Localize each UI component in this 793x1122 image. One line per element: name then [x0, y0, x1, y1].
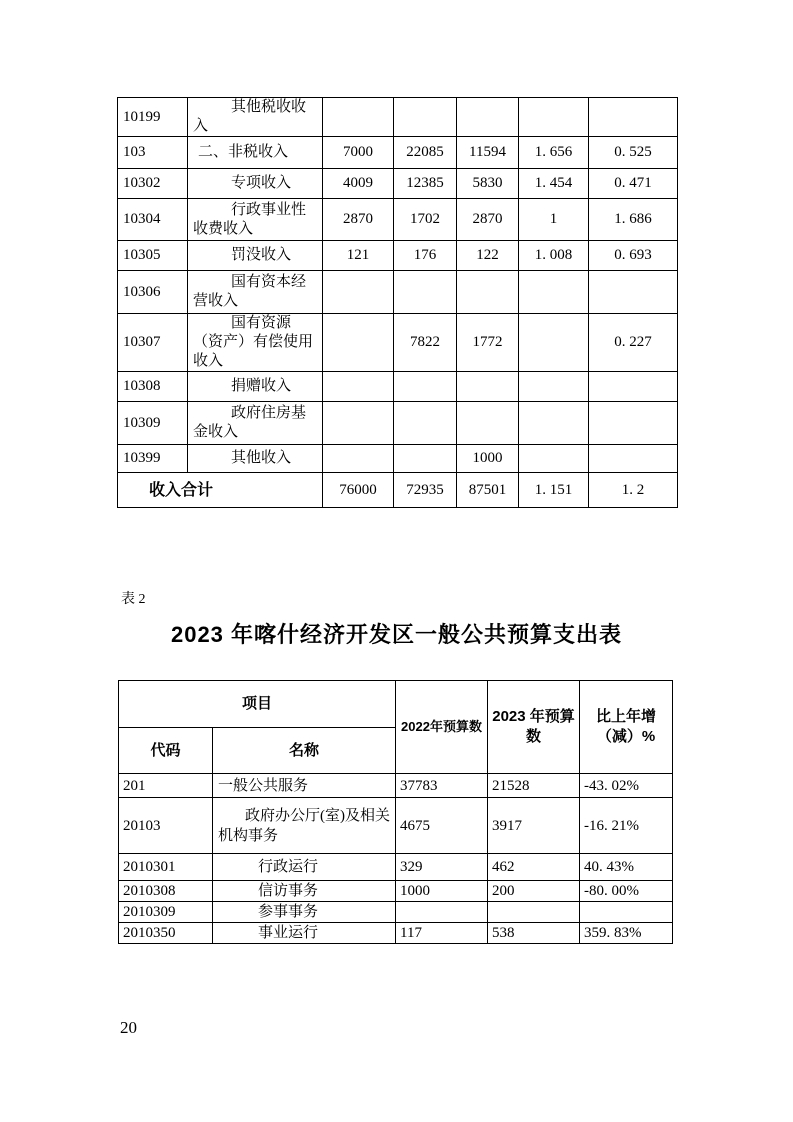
cell-code: 10305	[118, 241, 188, 271]
cell-value	[394, 372, 457, 402]
cell-code: 201	[119, 774, 213, 798]
cell-value	[323, 445, 394, 473]
cell-value: 87501	[457, 473, 519, 508]
header-project: 项目	[119, 681, 396, 728]
cell-value: 1. 2	[589, 473, 678, 508]
table-row	[118, 271, 678, 314]
cell-value: 11594	[457, 137, 519, 169]
table-row	[119, 854, 673, 881]
cell-value	[580, 902, 673, 923]
table-row	[118, 98, 678, 137]
cell-value	[394, 402, 457, 445]
page-number: 20	[120, 1018, 137, 1037]
cell-value: 1. 008	[519, 241, 589, 271]
cell-value	[457, 98, 519, 137]
header-change-percent: 比上年增（减）%	[580, 681, 673, 774]
cell-code: 2010309	[119, 902, 213, 923]
cell-value: 0. 471	[589, 169, 678, 199]
table-row	[118, 372, 678, 402]
cell-value	[519, 445, 589, 473]
header-name: 名称	[213, 728, 396, 774]
cell-name: 国有资源（资产）有偿使用收入	[188, 314, 323, 372]
cell-value: 1702	[394, 199, 457, 241]
table-row	[119, 881, 673, 902]
cell-value	[323, 402, 394, 445]
table-row	[118, 445, 678, 473]
cell-code: 10309	[118, 402, 188, 445]
table2-title: 2023 年喀什经济开发区一般公共预算支出表	[170, 622, 623, 647]
cell-value: 76000	[323, 473, 394, 508]
table-row	[118, 402, 678, 445]
table2-label: 表 2	[121, 592, 146, 607]
cell-value: 0. 525	[589, 137, 678, 169]
cell-name: 事业运行	[213, 923, 396, 944]
cell-value: 121	[323, 241, 394, 271]
cell-value: -43. 02%	[580, 774, 673, 798]
cell-value	[519, 98, 589, 137]
cell-value: 21528	[488, 774, 580, 798]
cell-name: 一般公共服务	[213, 774, 396, 798]
cell-code: 2010350	[119, 923, 213, 944]
cell-value	[457, 372, 519, 402]
table-row	[118, 169, 678, 199]
cell-value: 72935	[394, 473, 457, 508]
cell-value: 40. 43%	[580, 854, 673, 881]
cell-value	[519, 372, 589, 402]
cell-value: 122	[457, 241, 519, 271]
cell-value: 7000	[323, 137, 394, 169]
total-row	[118, 473, 678, 508]
cell-value: 1. 656	[519, 137, 589, 169]
expenditure-table-body	[119, 774, 673, 944]
cell-value	[457, 271, 519, 314]
expenditure-table	[118, 680, 673, 944]
cell-code: 103	[118, 137, 188, 169]
cell-name: 政府办公厅(室)及相关机构事务	[213, 798, 396, 854]
cell-name: 参事事务	[213, 902, 396, 923]
cell-value: 1. 151	[519, 473, 589, 508]
cell-value: 1000	[457, 445, 519, 473]
table-row	[118, 241, 678, 271]
table-row	[119, 923, 673, 944]
cell-value	[589, 402, 678, 445]
cell-value	[396, 902, 488, 923]
cell-value: 200	[488, 881, 580, 902]
cell-value: 538	[488, 923, 580, 944]
cell-value	[394, 445, 457, 473]
table-row	[118, 199, 678, 241]
table-row	[118, 314, 678, 372]
cell-value: 1. 454	[519, 169, 589, 199]
revenue-table-body	[118, 98, 678, 508]
header-2023-budget: 2023 年预算数	[488, 681, 580, 774]
cell-value: 3917	[488, 798, 580, 854]
cell-code: 10307	[118, 314, 188, 372]
cell-value: 12385	[394, 169, 457, 199]
cell-value: -80. 00%	[580, 881, 673, 902]
header-code: 代码	[119, 728, 213, 774]
cell-value	[323, 372, 394, 402]
cell-value	[394, 98, 457, 137]
cell-value: 5830	[457, 169, 519, 199]
cell-value	[519, 314, 589, 372]
cell-name: 其他收入	[188, 445, 323, 473]
cell-value: 2870	[323, 199, 394, 241]
cell-name: 专项收入	[188, 169, 323, 199]
cell-value	[589, 445, 678, 473]
cell-code: 10304	[118, 199, 188, 241]
cell-value: 0. 693	[589, 241, 678, 271]
cell-value: 176	[394, 241, 457, 271]
cell-value: 1772	[457, 314, 519, 372]
cell-value	[589, 98, 678, 137]
cell-value: 329	[396, 854, 488, 881]
cell-value: 1	[519, 199, 589, 241]
cell-value: 1. 686	[589, 199, 678, 241]
cell-value: 462	[488, 854, 580, 881]
cell-code: 20103	[119, 798, 213, 854]
cell-value: 7822	[394, 314, 457, 372]
table-row	[119, 902, 673, 923]
cell-name: 行政运行	[213, 854, 396, 881]
cell-name: 二、非税收入	[188, 137, 323, 169]
cell-value	[488, 902, 580, 923]
cell-code: 2010301	[119, 854, 213, 881]
header-row-1	[119, 681, 673, 728]
cell-value: 2870	[457, 199, 519, 241]
cell-code: 2010308	[119, 881, 213, 902]
cell-value: 22085	[394, 137, 457, 169]
cell-value: 4675	[396, 798, 488, 854]
cell-value	[323, 271, 394, 314]
cell-value	[589, 372, 678, 402]
cell-name: 捐赠收入	[188, 372, 323, 402]
cell-value	[519, 271, 589, 314]
cell-value	[457, 402, 519, 445]
cell-name: 其他税收收入	[188, 98, 323, 137]
cell-value: 117	[396, 923, 488, 944]
cell-name: 行政事业性收费收入	[188, 199, 323, 241]
cell-value: 4009	[323, 169, 394, 199]
cell-name: 罚没收入	[188, 241, 323, 271]
cell-code: 10302	[118, 169, 188, 199]
table-row	[119, 798, 673, 854]
cell-value: -16. 21%	[580, 798, 673, 854]
header-2022-budget: 2022年预算数	[396, 681, 488, 774]
expenditure-table-header	[119, 681, 673, 774]
cell-value	[394, 271, 457, 314]
revenue-table	[117, 97, 678, 508]
cell-value	[323, 98, 394, 137]
cell-value: 37783	[396, 774, 488, 798]
total-label: 收入合计	[118, 473, 323, 508]
cell-name: 信访事务	[213, 881, 396, 902]
table-row	[118, 137, 678, 169]
cell-value: 0. 227	[589, 314, 678, 372]
cell-value: 1000	[396, 881, 488, 902]
cell-value	[519, 402, 589, 445]
cell-value	[589, 271, 678, 314]
cell-code: 10306	[118, 271, 188, 314]
cell-code: 10199	[118, 98, 188, 137]
cell-name: 政府住房基金收入	[188, 402, 323, 445]
cell-value: 359. 83%	[580, 923, 673, 944]
cell-name: 国有资本经营收入	[188, 271, 323, 314]
cell-code: 10399	[118, 445, 188, 473]
cell-value	[323, 314, 394, 372]
cell-code: 10308	[118, 372, 188, 402]
table-row	[119, 774, 673, 798]
